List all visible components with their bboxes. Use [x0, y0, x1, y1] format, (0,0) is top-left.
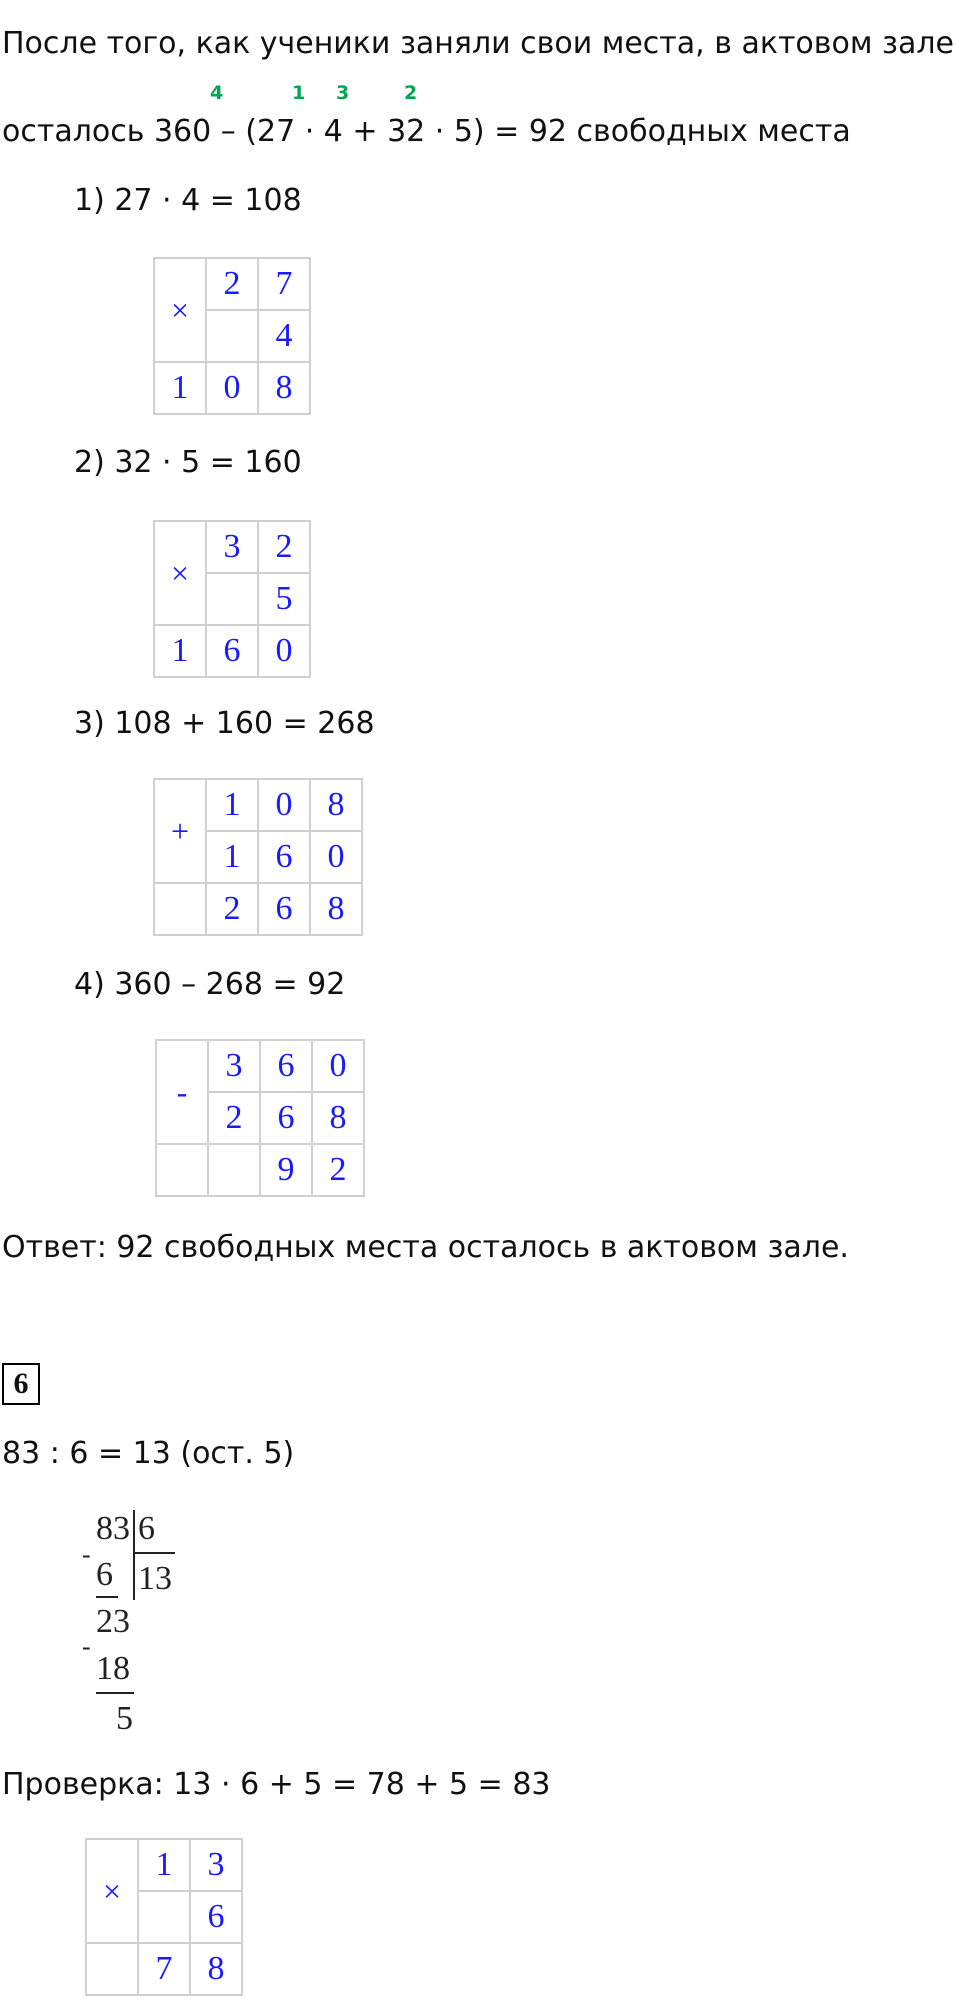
digit-cell: 5	[258, 573, 310, 625]
check-multiplication-grid	[85, 1838, 243, 1996]
result-cell	[86, 1943, 138, 1995]
order-mark: 1	[292, 82, 306, 104]
digit-cell: 4	[258, 310, 310, 362]
result-cell: 8	[190, 1943, 242, 1995]
digit-cell: 6	[260, 1092, 312, 1144]
digit-cell: 6	[190, 1891, 242, 1943]
dividend: 83	[96, 1510, 130, 1547]
subtrahend: 6	[96, 1556, 113, 1593]
step-label: 1) 27 · 4 = 108	[74, 183, 302, 218]
subtrahend: 18	[96, 1650, 130, 1687]
order-mark: 3	[336, 82, 350, 104]
digit-cell: 0	[310, 831, 362, 883]
result-cell: 0	[206, 362, 258, 414]
operator-sign: -	[156, 1040, 208, 1144]
result-cell: 8	[258, 362, 310, 414]
division-underline	[96, 1692, 134, 1694]
result-cell	[156, 1144, 208, 1196]
digit-cell: 2	[258, 521, 310, 573]
digit-cell: 6	[260, 1040, 312, 1092]
operator-sign: ×	[154, 258, 206, 362]
divisor: 6	[138, 1510, 155, 1547]
digit-cell: 3	[190, 1839, 242, 1891]
operator-sign: +	[154, 779, 206, 883]
result-cell: 8	[310, 883, 362, 935]
digit-cell: 1	[206, 831, 258, 883]
digit-cell: 8	[312, 1092, 364, 1144]
result-cell: 2	[206, 883, 258, 935]
result-cell: 1	[154, 362, 206, 414]
digit-cell: 3	[206, 521, 258, 573]
digit-cell: 1	[138, 1839, 190, 1891]
digit-cell	[206, 310, 258, 362]
digit-cell: 7	[258, 258, 310, 310]
multiplication-grid	[153, 257, 311, 415]
digit-cell: 3	[208, 1040, 260, 1092]
order-mark: 4	[210, 82, 224, 104]
division-equation: 83 : 6 = 13 (ост. 5)	[2, 1436, 295, 1471]
result-cell: 2	[312, 1144, 364, 1196]
digit-cell: 8	[310, 779, 362, 831]
remainder: 5	[116, 1700, 133, 1737]
digit-cell: 0	[258, 779, 310, 831]
digit-cell: 1	[206, 779, 258, 831]
subtraction-grid	[155, 1039, 365, 1197]
partial-remainder: 23	[96, 1603, 130, 1640]
quotient: 13	[138, 1560, 172, 1597]
order-mark: 2	[404, 82, 418, 104]
task-number: 6	[2, 1363, 40, 1405]
digit-cell	[206, 573, 258, 625]
result-cell: 9	[260, 1144, 312, 1196]
result-cell: 7	[138, 1943, 190, 1995]
operator-sign: ×	[154, 521, 206, 625]
result-cell	[208, 1144, 260, 1196]
step-label: 4) 360 – 268 = 92	[74, 967, 346, 1002]
multiplication-grid	[153, 520, 311, 678]
digit-cell: 2	[208, 1092, 260, 1144]
division-bar	[133, 1510, 135, 1600]
division-underline	[96, 1596, 118, 1598]
result-cell	[154, 883, 206, 935]
intro-line-1: После того, как ученики заняли свои места, в актовом зале	[2, 26, 954, 61]
result-cell: 6	[206, 625, 258, 677]
result-cell: 6	[258, 883, 310, 935]
minus-sign: -	[82, 1632, 91, 1661]
minus-sign: -	[82, 1540, 91, 1569]
digit-cell: 6	[258, 831, 310, 883]
step-label: 3) 108 + 160 = 268	[74, 706, 375, 741]
answer-text: Ответ: 92 свободных места осталось в актовом зале.	[2, 1230, 849, 1265]
digit-cell: 0	[312, 1040, 364, 1092]
result-cell: 0	[258, 625, 310, 677]
operator-sign: ×	[86, 1839, 138, 1943]
addition-grid	[153, 778, 363, 936]
digit-cell: 2	[206, 258, 258, 310]
intro-line-2: осталось 360 – (27 · 4 + 32 · 5) = 92 свободных места	[2, 114, 851, 149]
result-cell: 1	[154, 625, 206, 677]
step-label: 2) 32 · 5 = 160	[74, 445, 302, 480]
divisor-underline	[133, 1552, 175, 1554]
check-text: Проверка: 13 · 6 + 5 = 78 + 5 = 83	[2, 1767, 551, 1802]
digit-cell	[138, 1891, 190, 1943]
